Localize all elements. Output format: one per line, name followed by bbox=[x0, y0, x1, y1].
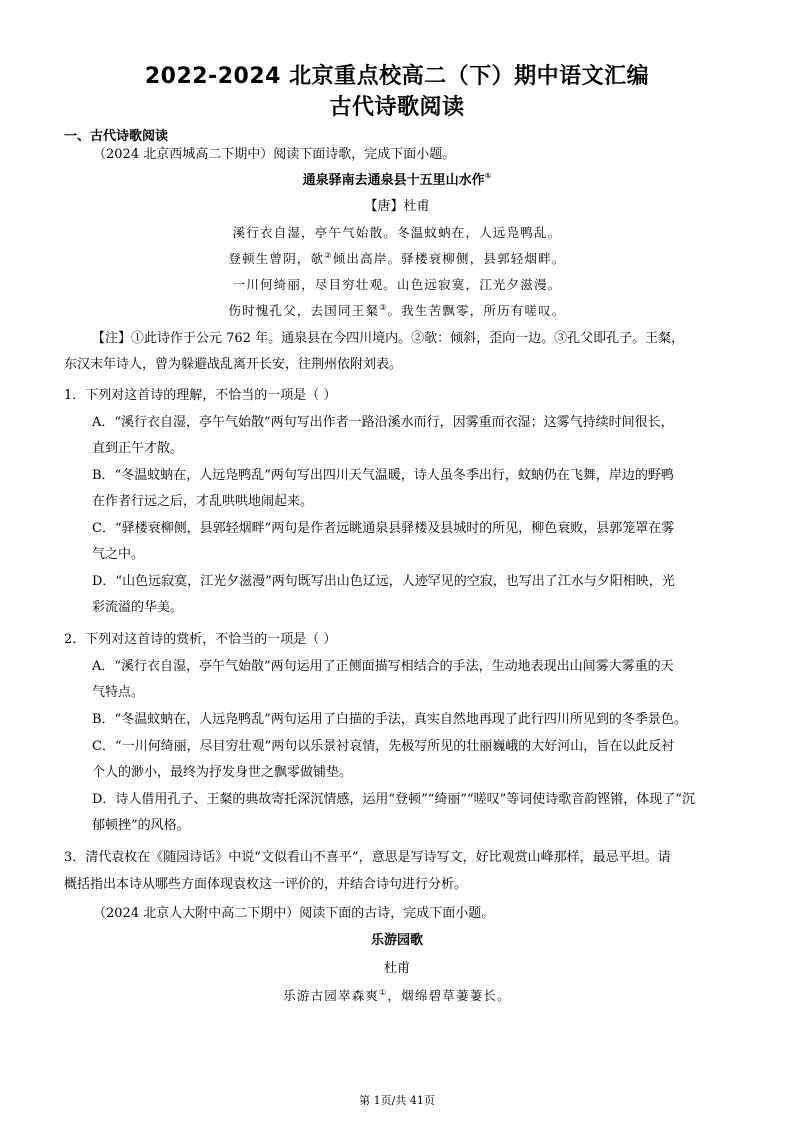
poem-notes-cont: 东汉末年诗人，曾为躲避战乱离开长安，往荆州依附刘表。 bbox=[64, 357, 403, 372]
poem-title: 通泉驿南去通泉县十五里山水作① bbox=[302, 171, 492, 188]
question-3-stem: 3．清代袁枚在《随园诗话》中说“文似看山不喜平”，意思是写诗写文，好比观赏山峰那样，最忌平坦。请 bbox=[64, 850, 671, 865]
question-1-stem: 1．下列对这首诗的理解，不恰当的一项是（ ） bbox=[64, 388, 337, 403]
document-title: 2022-2024 北京重点校高二（下）期中语文汇编 bbox=[144, 64, 650, 89]
question-2-option-b: B．“冬温蚊蚋在，人远凫鸭乱”两句运用了白描的手法，真实自然地再现了此行四川所见到的冬季景色。 bbox=[92, 712, 687, 727]
poem-title-2: 乐游园歌 bbox=[370, 933, 423, 948]
poem-line: 登顿生曾阴，欹②倾出高岸。驿楼衰柳侧，县郭轻烟畔。 bbox=[228, 250, 566, 266]
question-1-option-d: D．“山色远寂寞，江光夕滋漫”两句既写出山色辽远，人迹罕见的空寂，也写出了江水与夕阳相映，光 bbox=[92, 574, 675, 589]
question-1-option-a: A．“溪行衣自湿，亭午气始散”两句写出作者一路沿溪水而行，因雾重而衣湿；这雾气持续时间很长， bbox=[92, 415, 674, 430]
footnote-marker: ① bbox=[379, 987, 388, 997]
poem-line-2: 乐游古园崒森爽①，烟绵碧草萋萋长。 bbox=[283, 987, 511, 1003]
footnote-marker: ③ bbox=[379, 302, 388, 312]
poem-notes: 【注】①此诗作于公元 762 年。通泉县在今四川境内。②欹：倾斜，歪向一边。③孔父即孔子。王粲， bbox=[92, 331, 685, 346]
question-2-option-d: D．诗人借用孔子、王粲的典故寄托深沉情感，运用“登顿”“绮丽”“嗟叹”等词使诗歌音韵铿锵，体现了“沉 bbox=[92, 792, 695, 807]
question-2-option-c: C．“一川何绮丽，尽目穷壮观”两句以乐景衬哀情，先极写所见的壮丽巍峨的大好河山，旨在以此反衬 bbox=[92, 739, 675, 754]
footnote-marker: ① bbox=[484, 171, 492, 181]
question-1-option-c: C．“驿楼衰柳侧，县郭轻烟畔”两句是作者远眺通泉县驿楼及县城时的所见，柳色衰败，县郭笼罩在雾 bbox=[92, 521, 675, 536]
question-1-option-b-cont: 在作者行远之后，才乱哄哄地闹起来。 bbox=[92, 494, 314, 509]
passage-intro-2: （2024 北京人大附中高二下期中）阅读下面的古诗，完成下面小题。 bbox=[93, 906, 495, 921]
poem-author-2: 杜甫 bbox=[383, 961, 410, 976]
question-1-option-c-cont: 气之中。 bbox=[92, 547, 145, 562]
question-3-stem-cont: 概括指出本诗从哪些方面体现袁枚这一评价的，并结合诗句进行分析。 bbox=[64, 877, 468, 892]
question-1-option-a-cont: 直到正午才散。 bbox=[92, 441, 184, 456]
question-2-option-a: A．“溪行衣自湿，亭午气始散”两句运用了正侧面描写相结合的手法，生动地表现出山间雾大雾重的天 bbox=[92, 659, 674, 674]
poem-line: 一川何绮丽，尽目穷壮观。山色远寂寞，江光夕滋漫。 bbox=[232, 277, 562, 292]
question-2-option-a-cont: 气特点。 bbox=[92, 685, 145, 700]
page-number: 第 1页/共 41页 bbox=[359, 1094, 435, 1107]
poem-line: 伤时愧孔父，去国同王粲③。我生苦飘零，所历有嗟叹。 bbox=[228, 302, 566, 318]
document-subtitle: 古代诗歌阅读 bbox=[329, 95, 465, 120]
section-heading: 一、古代诗歌阅读 bbox=[64, 129, 169, 144]
question-2-option-c-cont: 个人的渺小，最终为抒发身世之飘零做铺垫。 bbox=[92, 765, 353, 780]
footnote-marker: ② bbox=[324, 250, 333, 260]
question-1-option-d-cont: 彩流溢的华美。 bbox=[92, 600, 184, 615]
passage-intro: （2024 北京西城高二下期中）阅读下面诗歌，完成下面小题。 bbox=[93, 147, 456, 162]
question-2-option-d-cont: 郁顿挫”的风格。 bbox=[92, 818, 190, 833]
poem-author: 【唐】杜甫 bbox=[364, 199, 430, 214]
question-1-option-b: B．“冬温蚊蚋在，人远凫鸭乱”两句写出四川天气温暖，诗人虽冬季出行，蚊蚋仍在飞舞，岸边的野鸭 bbox=[92, 468, 674, 483]
question-2-stem: 2．下列对这首诗的赏析，不恰当的一项是（ ） bbox=[64, 632, 337, 647]
poem-line: 溪行衣自湿，亭午气始散。冬温蚊蚋在，人远凫鸭乱。 bbox=[232, 225, 562, 240]
